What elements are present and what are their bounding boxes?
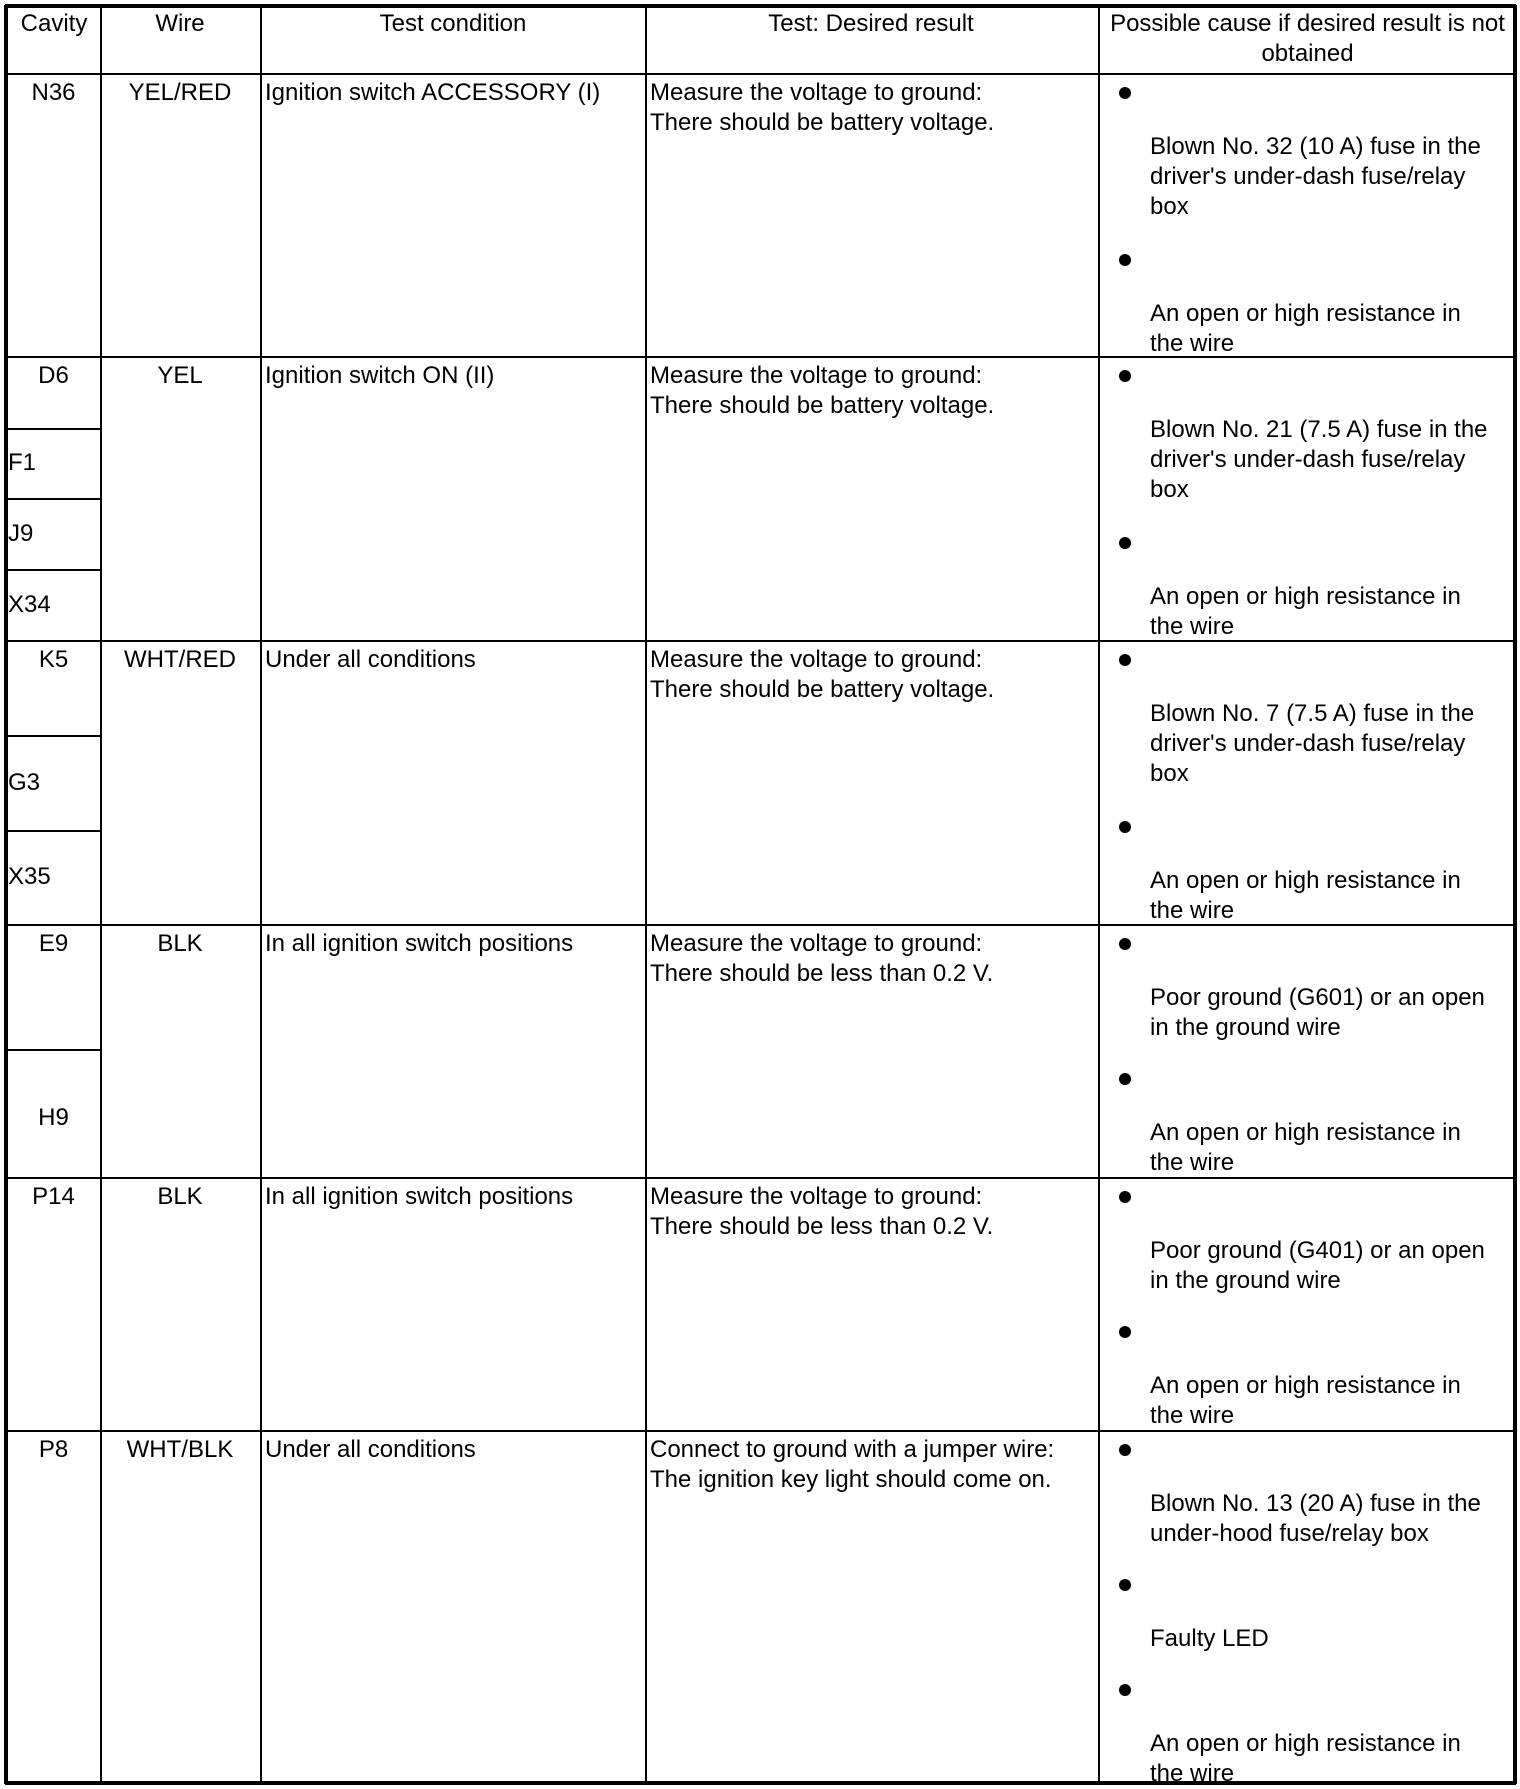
wire-color: YEL <box>157 362 203 389</box>
wire-color: BLK <box>157 930 203 957</box>
wire-color: BLK <box>157 1183 203 1210</box>
possible-cause-line: An open or high resistance in <box>1150 867 1461 894</box>
desired-result-line: There should be battery voltage. <box>650 109 995 136</box>
possible-cause-line: box <box>1150 476 1189 503</box>
desired-result-line: Measure the voltage to ground: <box>650 646 983 673</box>
cavity-divider <box>5 498 100 500</box>
desired-result-line: There should be battery voltage. <box>650 392 995 419</box>
cavity-code: J9 <box>8 519 34 547</box>
row-border <box>5 356 1516 358</box>
cavity-divider <box>5 428 100 430</box>
header-test-condition: Test condition <box>379 10 527 37</box>
column-border <box>1513 5 1517 1784</box>
possible-cause-line: Blown No. 21 (7.5 A) fuse in the <box>1150 416 1488 443</box>
test-condition: In all ignition switch positions <box>265 930 574 957</box>
desired-result-line: There should be battery voltage. <box>650 676 995 703</box>
cavity-code: F1 <box>8 449 37 476</box>
row-border <box>5 1177 1516 1179</box>
bullet-icon <box>1119 1579 1131 1591</box>
desired-result-line: Measure the voltage to ground: <box>650 79 983 106</box>
possible-cause-line: under-hood fuse/relay box <box>1150 1520 1429 1547</box>
bullet-icon <box>1119 821 1131 833</box>
cavity-code: K5 <box>38 646 69 673</box>
possible-cause-line: Blown No. 13 (20 A) fuse in the <box>1150 1490 1481 1517</box>
bullet-icon <box>1119 654 1131 666</box>
desired-result-line: Measure the voltage to ground: <box>650 1183 983 1210</box>
desired-result-line: There should be less than 0.2 V. <box>650 960 994 987</box>
possible-cause-line: the wire <box>1150 330 1235 357</box>
column-border <box>260 5 262 1784</box>
possible-cause-line: An open or high resistance in <box>1150 583 1461 610</box>
bullet-icon <box>1119 938 1131 950</box>
row-border <box>5 4 1516 8</box>
bullet-icon <box>1119 254 1131 266</box>
bullet-icon <box>1119 1191 1131 1203</box>
possible-cause-line: Blown No. 32 (10 A) fuse in the <box>1150 133 1481 160</box>
cavity-divider <box>5 569 100 571</box>
wire-color: WHT/RED <box>124 646 236 673</box>
desired-result-line: Measure the voltage to ground: <box>650 362 983 389</box>
cavity-divider <box>5 735 100 737</box>
column-border <box>100 5 102 1784</box>
desired-result-line: Measure the voltage to ground: <box>650 930 983 957</box>
test-condition: Under all conditions <box>265 1436 476 1463</box>
wire-color: WHT/BLK <box>126 1436 234 1463</box>
cavity-code: D6 <box>38 362 69 389</box>
possible-cause-line: An open or high resistance in <box>1150 1372 1461 1399</box>
row-border <box>5 924 1516 926</box>
possible-cause-line: An open or high resistance in <box>1150 1119 1461 1146</box>
possible-cause-line: Poor ground (G401) or an open <box>1150 1237 1485 1264</box>
row-border <box>5 1781 1516 1785</box>
possible-cause-line: the wire <box>1150 1760 1235 1787</box>
header-possible-cause: Possible cause if desired result is not obtained <box>1110 10 1505 67</box>
cavity-code: N36 <box>31 79 76 106</box>
cavity-code: X34 <box>8 590 51 618</box>
possible-cause-line: An open or high resistance in <box>1150 300 1461 327</box>
possible-cause-line: the wire <box>1150 897 1235 924</box>
bullet-icon <box>1119 1684 1131 1696</box>
possible-cause-line: the wire <box>1150 613 1235 640</box>
cavity-divider <box>5 830 100 832</box>
bullet-icon <box>1119 370 1131 382</box>
possible-cause-line: driver's under-dash fuse/relay <box>1150 730 1466 757</box>
row-border <box>5 640 1516 642</box>
cavity-code: P8 <box>38 1436 69 1463</box>
possible-cause-line: driver's under-dash fuse/relay <box>1150 446 1466 473</box>
possible-cause-line: Faulty LED <box>1150 1625 1269 1652</box>
bullet-icon <box>1119 87 1131 99</box>
possible-cause-line: Blown No. 7 (7.5 A) fuse in the <box>1150 700 1475 727</box>
test-condition: Under all conditions <box>265 646 476 673</box>
bullet-icon <box>1119 1326 1131 1338</box>
possible-cause-line: box <box>1150 193 1189 220</box>
possible-cause-line: An open or high resistance in <box>1150 1730 1461 1757</box>
possible-cause-line: the wire <box>1150 1149 1235 1176</box>
header-desired-result: Test: Desired result <box>768 10 974 37</box>
cavity-code: G3 <box>8 768 41 796</box>
bullet-icon <box>1119 537 1131 549</box>
cavity-code: H9 <box>38 1104 69 1131</box>
possible-cause-line: driver's under-dash fuse/relay <box>1150 163 1466 190</box>
possible-cause-line: in the ground wire <box>1150 1267 1341 1294</box>
row-border <box>5 1430 1516 1432</box>
desired-result-line: There should be less than 0.2 V. <box>650 1213 994 1240</box>
column-border <box>4 5 8 1784</box>
header-cavity: Cavity <box>20 10 88 37</box>
possible-cause-line: the wire <box>1150 1402 1235 1429</box>
possible-cause-line: box <box>1150 760 1189 787</box>
test-condition: Ignition switch ON (II) <box>265 362 495 389</box>
cavity-code: E9 <box>38 930 69 957</box>
test-condition: Ignition switch ACCESSORY (I) <box>265 79 601 106</box>
test-condition: In all ignition switch positions <box>265 1183 574 1210</box>
bullet-icon <box>1119 1073 1131 1085</box>
possible-cause-line: Poor ground (G601) or an open <box>1150 984 1485 1011</box>
bullet-icon <box>1119 1444 1131 1456</box>
wire-color: YEL/RED <box>128 79 232 106</box>
cavity-code: P14 <box>32 1183 75 1210</box>
header-wire: Wire <box>155 10 205 37</box>
cavity-code: X35 <box>8 863 51 890</box>
possible-cause-line: in the ground wire <box>1150 1014 1341 1041</box>
row-border <box>5 73 1516 75</box>
desired-result-line: Connect to ground with a jumper wire: <box>650 1436 1055 1463</box>
cavity-divider <box>5 1049 100 1051</box>
column-border <box>1098 5 1100 1784</box>
desired-result-line: The ignition key light should come on. <box>650 1466 1052 1493</box>
column-border <box>645 5 647 1784</box>
